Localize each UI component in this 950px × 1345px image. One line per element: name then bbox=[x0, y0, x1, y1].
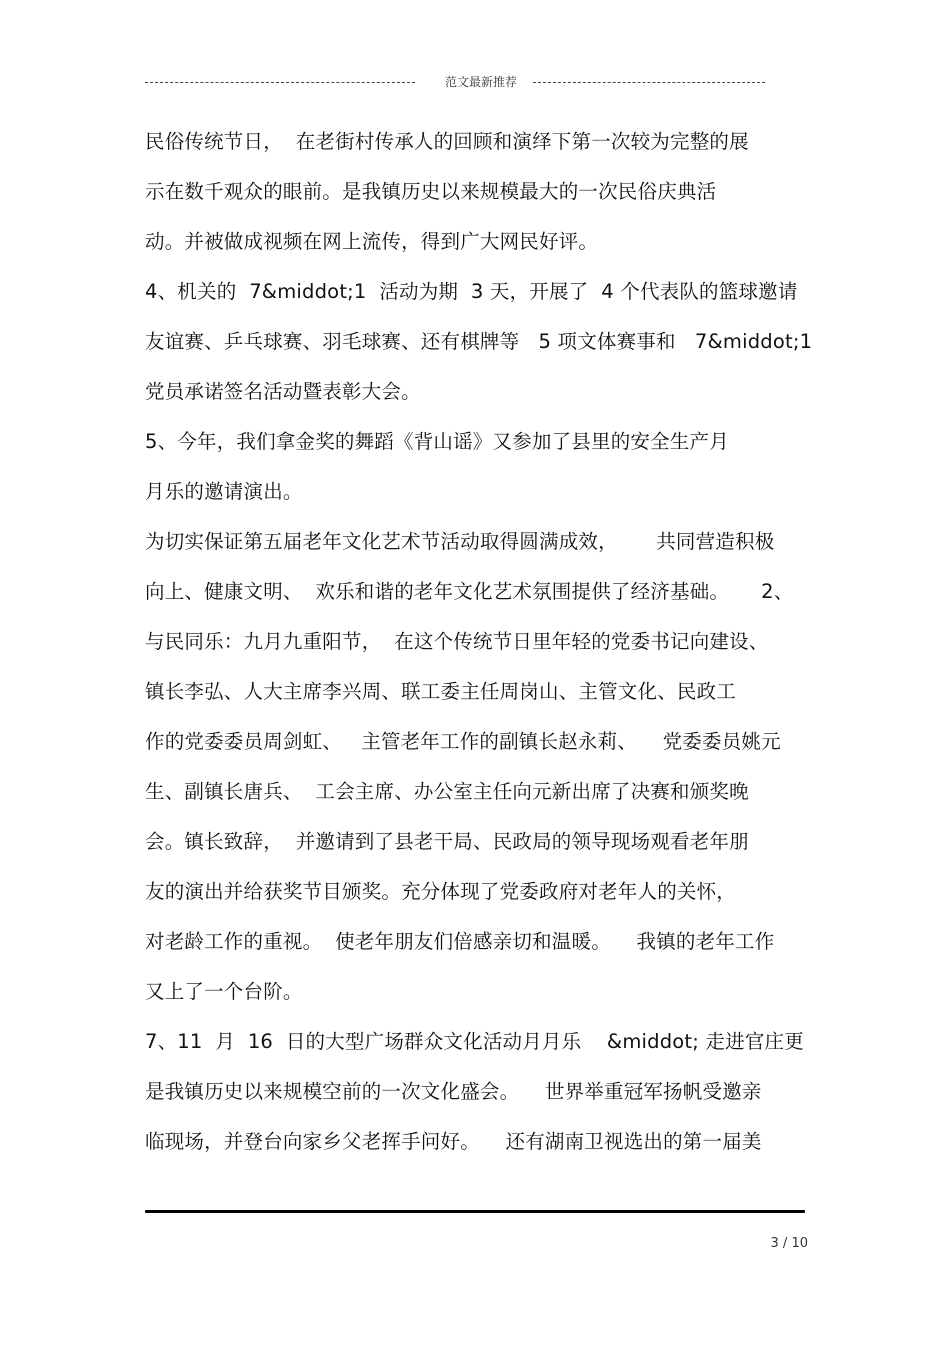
body-line: 友的演出并给获奖节目颁奖。充分体现了党委政府对老年人的关怀， bbox=[145, 880, 737, 903]
body-line: 生、副镇长唐兵、 工会主席、办公室主任向元新出席了决赛和颁奖晚 bbox=[145, 780, 749, 803]
header-divider-left bbox=[145, 82, 415, 83]
body-line: 作的党委委员周剑虹、 主管老年工作的副镇长赵永莉、 党委委员姚元 bbox=[145, 730, 781, 753]
page-number: 3 / 10 bbox=[770, 1236, 808, 1251]
body-line: 友谊赛、乒乓球赛、羽毛球赛、还有棋牌等 5 项文体赛事和 7&middot;1 bbox=[145, 330, 813, 353]
body-line: 党员承诺签名活动暨表彰大会。 bbox=[145, 380, 421, 403]
body-line: 临现场，并登台向家乡父老挥手问好。 还有湖南卫视选出的第一届美 bbox=[145, 1130, 762, 1153]
body-line: 会。镇长致辞， 并邀请到了县老干局、民政局的领导现场观看老年朋 bbox=[145, 830, 749, 853]
body-line: 月乐的邀请演出。 bbox=[145, 480, 303, 503]
body-line: 示在数千观众的眼前。是我镇历史以来规模最大的一次民俗庆典活 bbox=[145, 180, 717, 203]
body-line: 是我镇历史以来规模空前的一次文化盛会。 世界举重冠军扬帆受邀亲 bbox=[145, 1080, 762, 1103]
header-title: 范文最新推荐 bbox=[445, 75, 518, 89]
body-line: 4、机关的 7&middot;1 活动为期 3 天，开展了 4 个代表队的篮球邀请 bbox=[145, 280, 798, 303]
body-line: 5、今年，我们拿金奖的舞蹈《背山谣》又参加了县里的安全生产月 bbox=[145, 430, 729, 453]
body-line: 对老龄工作的重视。 使老年朋友们倍感亲切和温暖。 我镇的老年工作 bbox=[145, 930, 775, 953]
header-divider-right bbox=[533, 82, 765, 83]
body-line: 为切实保证第五届老年文化艺术节活动取得圆满成效， 共同营造积极 bbox=[145, 530, 775, 553]
page-header bbox=[145, 72, 765, 92]
body-line: 镇长李弘、人大主席李兴周、联工委主任周岗山、主管文化、民政工 bbox=[145, 680, 737, 703]
body-line: 与民同乐：九月九重阳节， 在这个传统节日里年轻的党委书记向建设、 bbox=[145, 630, 769, 653]
body-line: 动。并被做成视频在网上流传，得到广大网民好评。 bbox=[145, 230, 599, 253]
body-line: 7、11 月 16 日的大型广场群众文化活动月月乐 &middot; 走进官庄更 bbox=[145, 1030, 804, 1053]
document-body bbox=[145, 117, 815, 1167]
body-line: 向上、健康文明、 欢乐和谐的老年文化艺术氛围提供了经济基础。 2、 bbox=[145, 580, 794, 603]
body-line: 又上了一个台阶。 bbox=[145, 980, 303, 1003]
footer-divider bbox=[145, 1210, 805, 1213]
body-line: 民俗传统节日， 在老街村传承人的回顾和演绎下第一次较为完整的展 bbox=[145, 130, 749, 153]
